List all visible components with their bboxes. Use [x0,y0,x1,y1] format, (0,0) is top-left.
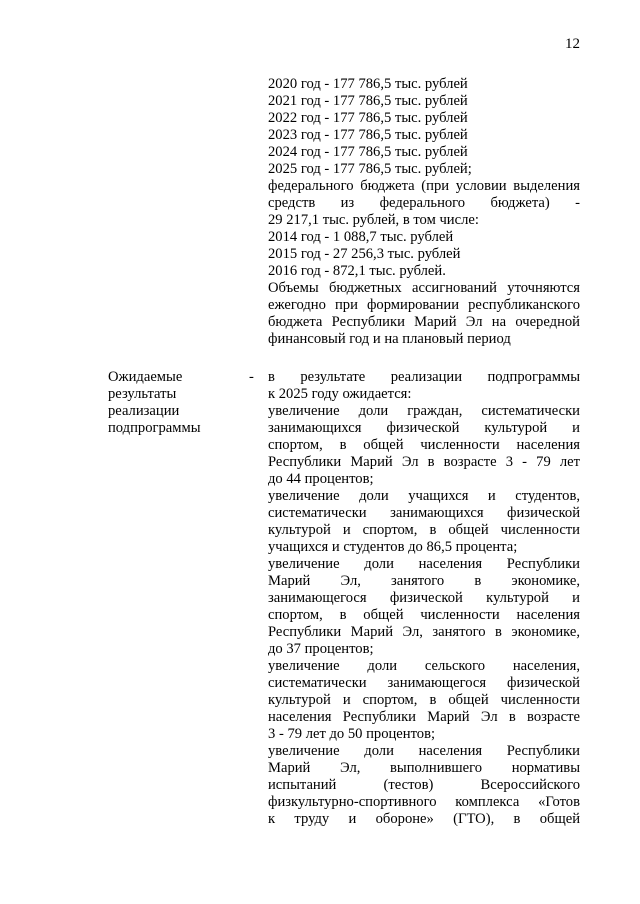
note-line: Объемы бюджетных ассигнований уточняются [268,280,580,296]
results-label [108,369,201,437]
results-line: увеличение доли населения Республики [268,556,580,572]
results-line: спортом, в общей численности населения [268,607,580,623]
federal-year-line: 2014 год - 1 088,7 тыс. рублей [268,229,454,245]
results-line: к 2025 году ожидается: [268,386,412,402]
results-line: населения Республики Марий Эл в возрасте [268,709,580,725]
federal-year-line: 2015 год - 27 256,3 тыс. рублей [268,246,461,262]
federal-line: федерального бюджета (при условии выделения [268,178,580,194]
results-line: Республики Марий Эл в возрасте 3 - 79 лет [268,454,580,470]
results-label-line: подпрограммы [108,420,201,436]
federal-line: 29 217,1 тыс. рублей, в том числе: [268,212,479,228]
results-line: 3 - 79 лет до 50 процентов; [268,726,436,742]
results-line: Марий Эл, занятого в экономике, [268,573,580,589]
results-line: Республики Марий Эл, занятого в экономике, [268,624,580,640]
funding-year-line: 2023 год - 177 786,5 тыс. рублей [268,127,468,143]
results-dash: - [249,369,254,385]
results-line: учащихся и студентов до 86,5 процента; [268,539,518,555]
results-line: занимающегося физической культурой и [268,590,580,606]
results-line: культурой и спортом, в общей численности [268,692,580,708]
results-line: систематически занимающегося физической [268,675,580,691]
federal-year-line: 2016 год - 872,1 тыс. рублей. [268,263,446,279]
results-line: культурой и спортом, в общей численности [268,522,580,538]
funding-year-line: 2024 год - 177 786,5 тыс. рублей [268,144,468,160]
results-line: до 37 процентов; [268,641,374,657]
results-line: увеличение доли населения Республики [268,743,580,759]
results-line: занимающихся физической культурой и [268,420,580,436]
funding-year-line: 2020 год - 177 786,5 тыс. рублей [268,76,468,92]
funding-year-line: 2021 год - 177 786,5 тыс. рублей [268,93,468,109]
results-label-line: результаты [108,386,177,402]
results-line: спортом, в общей численности населения [268,437,580,453]
funding-year-line: 2022 год - 177 786,5 тыс. рублей [268,110,468,126]
results-line: к труду и обороне» (ГТО), в общей [268,811,580,827]
results-line: испытаний (тестов) Всероссийского [268,777,580,793]
note-line: бюджета Республики Марий Эл на очередной [268,314,580,330]
results-line: физкультурно-спортивного комплекса «Готов [268,794,580,810]
results-line: увеличение доли сельского населения, [268,658,580,674]
page-number: 12 [565,36,580,52]
results-label-line: реализации [108,403,180,419]
results-line: Марий Эл, выполнившего нормативы [268,760,580,776]
results-line: увеличение доли учащихся и студентов, [268,488,580,504]
results-line: до 44 процентов; [268,471,374,487]
note-line: ежегодно при формировании республиканского [268,297,580,313]
funding-year-line: 2025 год - 177 786,5 тыс. рублей; [268,161,472,177]
note-line: финансовый год и на плановый период [268,331,511,347]
results-line: систематически занимающихся физической [268,505,580,521]
federal-line: средств из федерального бюджета) - [268,195,580,211]
results-line: в результате реализации подпрограммы [268,369,580,385]
results-label-line: Ожидаемые [108,369,183,385]
funding-block [268,76,580,348]
results-text [268,369,580,828]
results-line: увеличение доли граждан, систематически [268,403,580,419]
